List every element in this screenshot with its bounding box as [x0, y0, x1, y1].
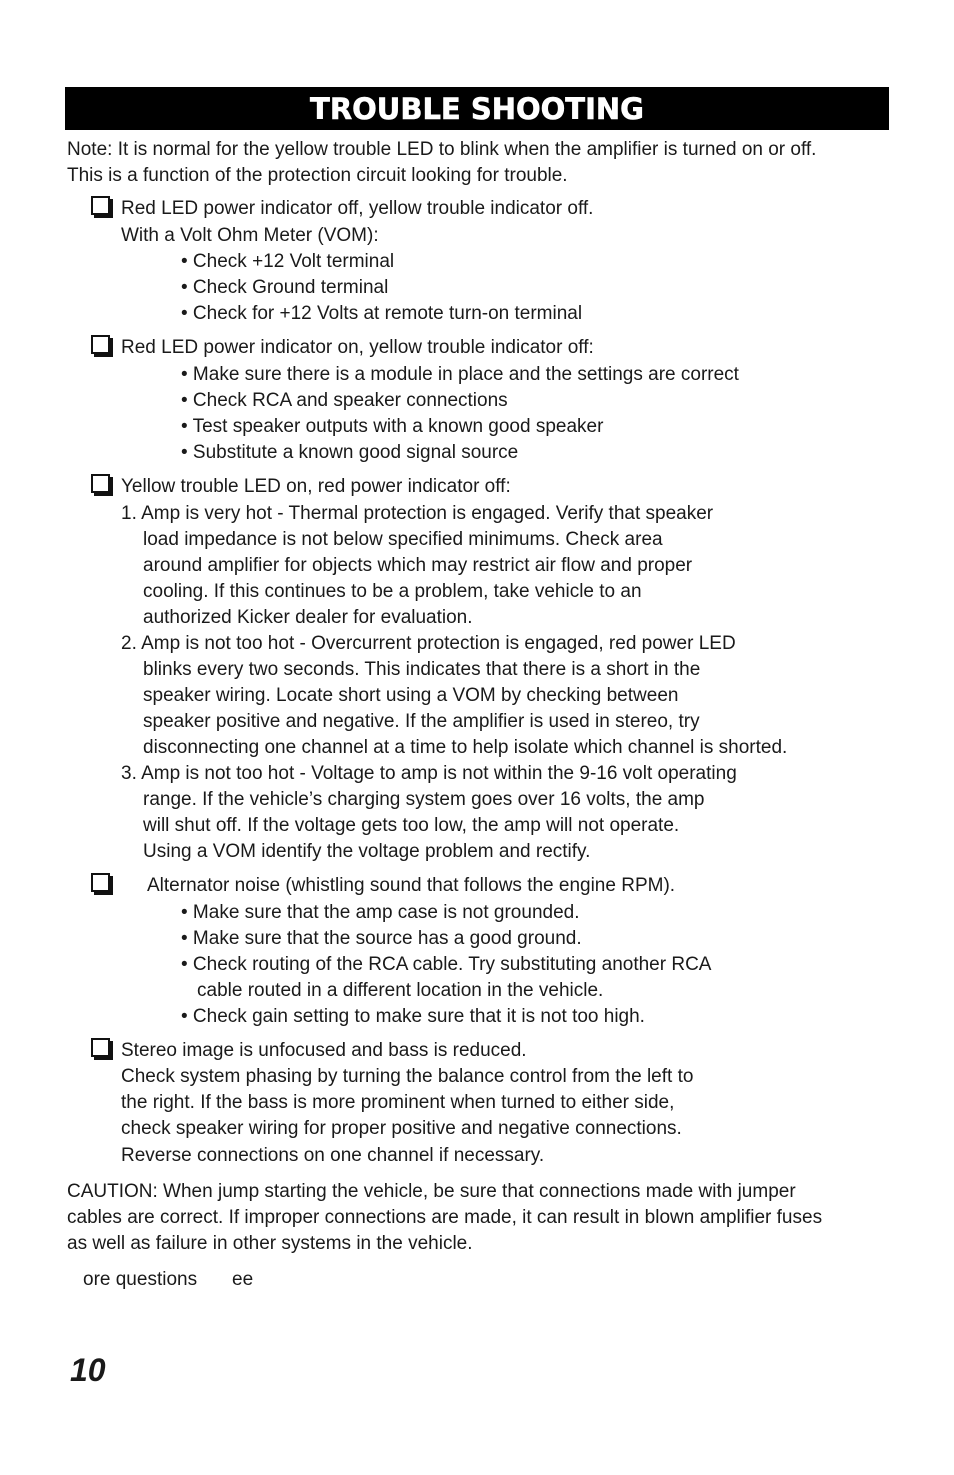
body-line: the right. If the bass is more prominent when turned to either side,: [121, 1092, 675, 1113]
numbered-item-line: load impedance is not below specified minimums. Check area: [143, 529, 663, 550]
checkbox-icon: [91, 1038, 110, 1057]
numbered-item-line: cooling. If this continues to be a problem, take vehicle to an: [143, 581, 642, 602]
body-line: Check system phasing by turning the balance control from the left to: [121, 1066, 694, 1087]
numbered-item: 1. Amp is very hot - Thermal protection is engaged. Verify that speaker: [121, 503, 714, 524]
caution-line: CAUTION: When jump starting the vehicle, be sure that connections made with jumper: [67, 1181, 796, 1202]
page-number: 10: [70, 1352, 106, 1388]
bullet-item: • Check routing of the RCA cable. Try substituting another RCA: [181, 954, 712, 975]
bullet-item: • Make sure that the source has a good ground.: [181, 928, 582, 949]
bullet-item: • Substitute a known good signal source: [181, 442, 519, 463]
note-line: This is a function of the protection circuit looking for trouble.: [67, 165, 568, 186]
bullet-item: • Make sure there is a module in place and the settings are correct: [181, 364, 739, 385]
body-line: Reverse connections on one channel if necessary.: [121, 1145, 545, 1166]
section-heading: Alternator noise (whistling sound that follows the engine RPM).: [147, 875, 676, 896]
checkbox-icon: [91, 335, 110, 354]
checkbox-icon: [91, 873, 110, 892]
bullet-item-continued: cable routed in a different location in the vehicle.: [197, 980, 604, 1001]
bullet-item: • Check for +12 Volts at remote turn-on terminal: [181, 303, 583, 324]
bullet-item: • Check RCA and speaker connections: [181, 390, 508, 411]
bullet-item: • Check gain setting to make sure that it is not too high.: [181, 1006, 645, 1027]
bullet-item: • Make sure that the amp case is not grounded.: [181, 902, 580, 923]
checkbox-icon: [91, 474, 110, 493]
section-heading: Red LED power indicator off, yellow trouble indicator off.: [121, 198, 594, 219]
numbered-item-line: speaker positive and negative. If the amplifier is used in stereo, try: [143, 711, 700, 732]
checkbox-icon: [91, 196, 110, 215]
numbered-item-line: speaker wiring. Locate short using a VOM by checking between: [143, 685, 679, 706]
more-questions-text: ore questions: [83, 1269, 198, 1290]
more-questions-see: ee: [232, 1269, 254, 1290]
section-heading: Red LED power indicator on, yellow trouble indicator off:: [121, 337, 594, 358]
section-subheading: With a Volt Ohm Meter (VOM):: [121, 225, 379, 246]
bullet-item: • Test speaker outputs with a known good speaker: [181, 416, 604, 437]
body-line: check speaker wiring for proper positive and negative connections.: [121, 1118, 682, 1139]
numbered-item-line: will shut off. If the voltage gets too low, the amp will not operate.: [143, 815, 680, 836]
caution-line: as well as failure in other systems in the vehicle.: [67, 1233, 473, 1254]
page-title: TROUBLE SHOOTING: [310, 91, 644, 126]
numbered-item-line: range. If the vehicle’s charging system goes over 16 volts, the amp: [143, 789, 705, 810]
caution-line: cables are correct. If improper connections are made, it can result in blown amplifier fuses: [67, 1207, 823, 1228]
numbered-item-line: blinks every two seconds. This indicates that there is a short in the: [143, 659, 701, 680]
section-heading: Stereo image is unfocused and bass is reduced.: [121, 1040, 527, 1061]
numbered-item-line: around amplifier for objects which may restrict air flow and proper: [143, 555, 693, 576]
bullet-item: • Check Ground terminal: [181, 277, 389, 298]
note-line: Note: It is normal for the yellow trouble LED to blink when the amplifier is turned on or off.: [67, 139, 817, 160]
bullet-item: • Check +12 Volt terminal: [181, 251, 395, 272]
numbered-item-line: authorized Kicker dealer for evaluation.: [143, 607, 473, 628]
numbered-item: 3. Amp is not too hot - Voltage to amp is not within the 9-16 volt operating: [121, 763, 737, 784]
numbered-item-line: Using a VOM identify the voltage problem and rectify.: [143, 841, 591, 862]
numbered-item-line: disconnecting one channel at a time to help isolate which channel is shorted.: [143, 737, 788, 758]
title-bar: [65, 87, 889, 130]
section-heading: Yellow trouble LED on, red power indicator off:: [121, 476, 511, 497]
numbered-item: 2. Amp is not too hot - Overcurrent protection is engaged, red power LED: [121, 633, 736, 654]
